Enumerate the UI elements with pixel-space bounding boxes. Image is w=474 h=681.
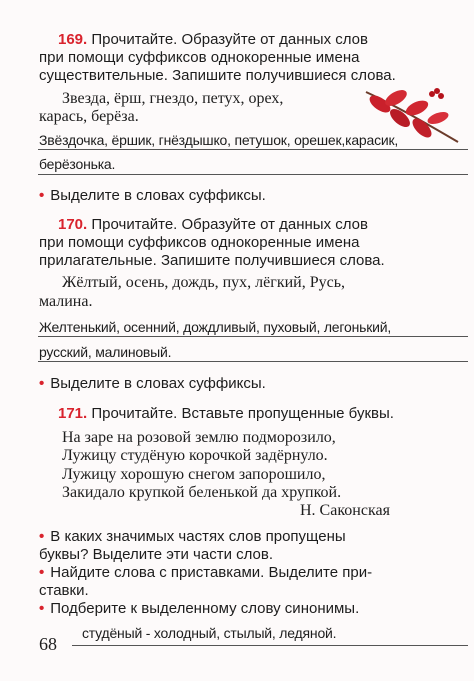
bullet-icon: •	[39, 564, 45, 581]
ex171-answer: студёный - холодный, стылый, ледяной.	[82, 625, 337, 641]
answer-rule	[38, 336, 468, 337]
ex169-answer-line-2: берёзонька.	[39, 156, 116, 172]
answer-rule	[38, 361, 468, 362]
ex170-bullet: • Выделите в словах суффиксы.	[39, 375, 266, 392]
ex171-poem-line-1: На заре на розовой землю подморозило,	[62, 429, 336, 446]
ex170-task-line-3: прилагательные. Запишите получившиеся слова.	[39, 252, 385, 269]
ex170-task-line-1: 170. Прочитайте. Образуйте от данных слов	[58, 216, 368, 233]
ex170-task-line-2: при помощи суффиксов однокоренные имена	[39, 234, 360, 251]
ex171-poem-line-4: Закидало крупкой беленькой да хрупкой.	[62, 484, 342, 501]
ex169-words-line-2: карась, берёза.	[39, 108, 139, 125]
ex169-words-line-1: Звезда, ёрш, гнездо, петух, орех,	[62, 90, 284, 107]
ex169-number: 169.	[58, 31, 88, 48]
ex171-bullet-1-line-2: буквы? Выделите эти части слов.	[39, 546, 274, 563]
ex170-words-line-2: малина.	[39, 293, 93, 310]
ex171-poem-line-2: Лужицу студёную корочкой задёрнуло.	[62, 447, 328, 464]
ex169-answer-line-1: Звёздочка, ёршик, гнёздышко, петушок, орешек,карасик,	[39, 132, 399, 148]
ex171-number: 171.	[58, 405, 88, 422]
bullet-icon: •	[39, 600, 45, 617]
page-number: 68	[39, 634, 57, 654]
ex170-number: 170.	[58, 216, 88, 233]
ex171-author: Н. Саконская	[300, 502, 390, 519]
ex169-bullet: • Выделите в словах суффиксы.	[39, 187, 266, 204]
ex170-words-line-1: Жёлтый, осень, дождь, пух, лёгкий, Русь,	[62, 274, 346, 291]
bullet-icon: •	[39, 375, 45, 392]
ex171-bullet-3: • Подберите к выделенному слову синонимы.	[39, 600, 360, 617]
ex170-answer-line-2: русский, малиновый.	[39, 344, 172, 360]
ex169-task-line-3: существительные. Запишите получившиеся слова.	[39, 67, 396, 84]
ex171-task: 171. Прочитайте. Вставьте пропущенные буквы.	[58, 405, 394, 422]
ex170-answer-line-1: Желтенький, осенний, дождливый, пуховый, легонький,	[39, 319, 392, 335]
answer-rule	[72, 645, 468, 646]
ex171-bullet-2-line-1: • Найдите слова с приставками. Выделите при-	[39, 564, 373, 581]
bullet-icon: •	[39, 528, 45, 545]
ex171-bullet-1-line-1: • В каких значимых частях слов пропущены	[39, 528, 346, 545]
bullet-icon: •	[39, 187, 45, 204]
answer-rule	[38, 174, 468, 175]
ex169-task-line-2: при помощи суффиксов однокоренные имена	[39, 49, 360, 66]
ex171-poem-line-3: Лужицу хорошую снегом запорошило,	[62, 466, 326, 483]
answer-rule	[38, 149, 468, 150]
ex171-bullet-2-line-2: ставки.	[39, 582, 89, 599]
ex169-task-line-1: 169. Прочитайте. Образуйте от данных слов	[58, 31, 368, 48]
